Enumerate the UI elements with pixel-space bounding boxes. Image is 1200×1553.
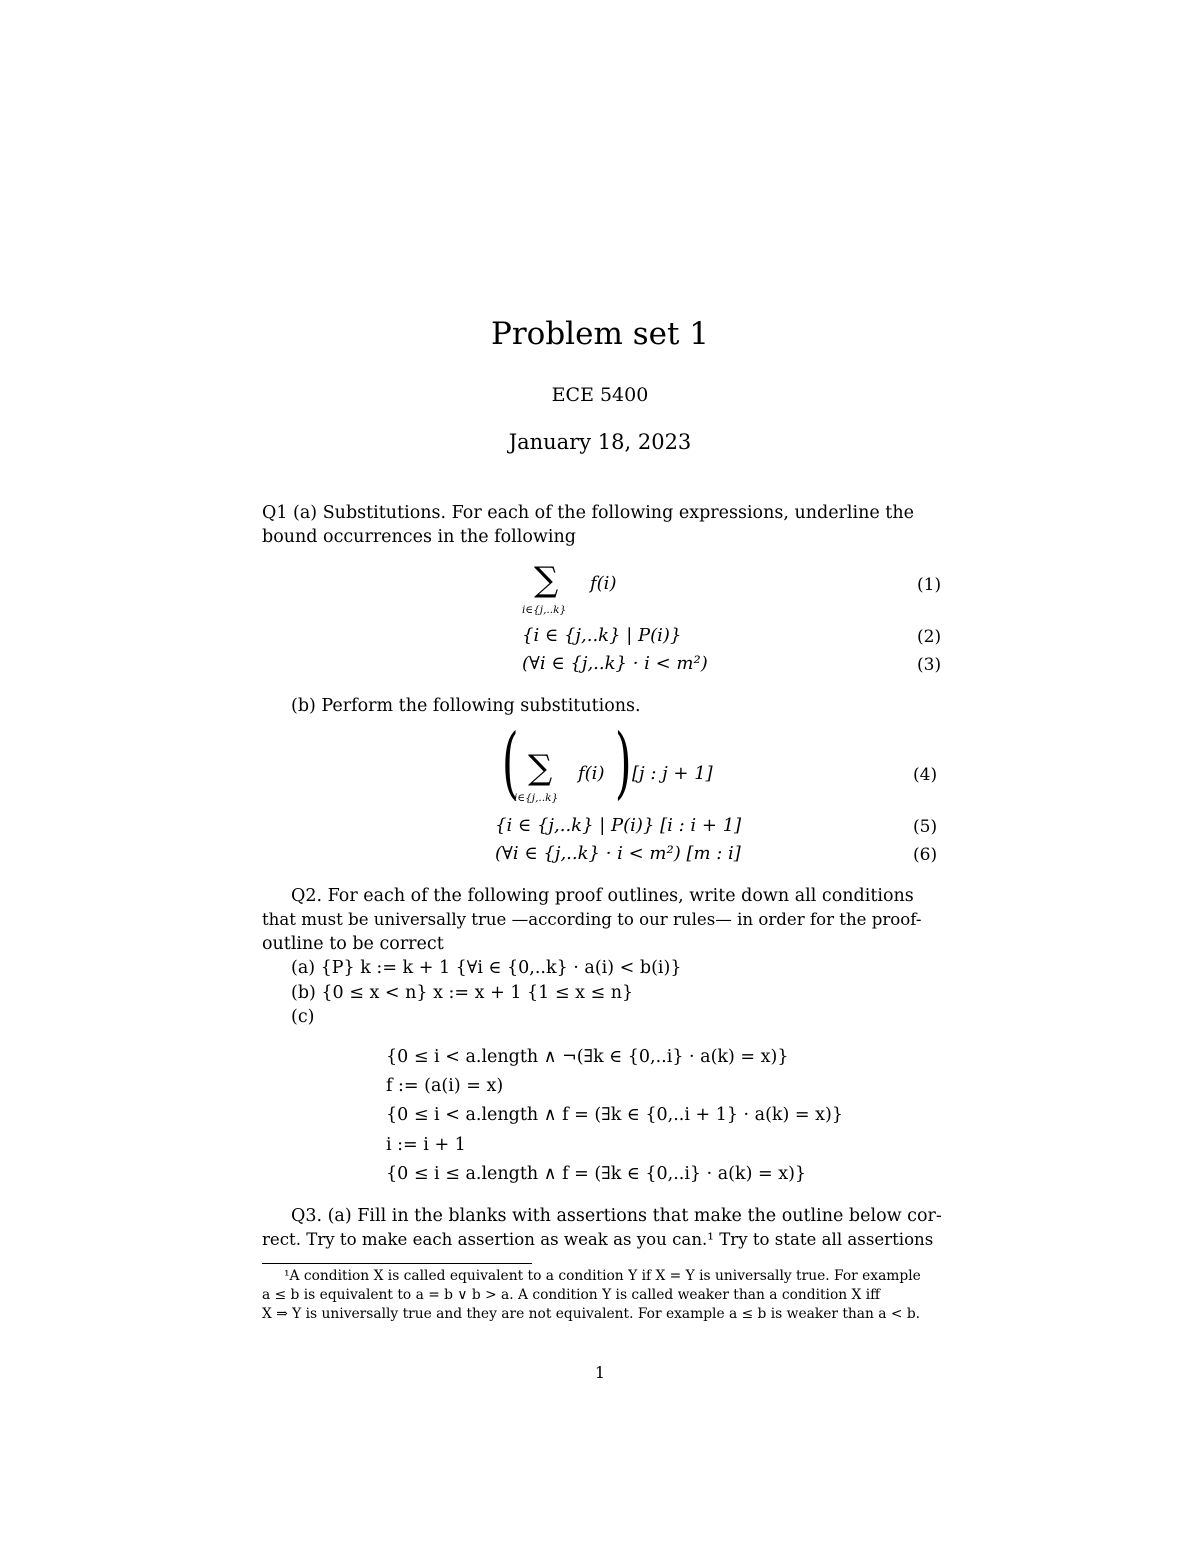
- q2-c-line-5: {0 ≤ i ≤ a.length ∧ f = (∃k ∈ {0,..i} · a(k) = x)}: [386, 1164, 807, 1184]
- page-number: 1: [594, 1363, 606, 1382]
- q2-c-line-3: {0 ≤ i < a.length ∧ f = (∃k ∈ {0,..i + 1} · a(k) = x)}: [386, 1105, 843, 1125]
- eq4-sigma: ∑: [528, 748, 553, 788]
- q3-line1: Q3. (a) Fill in the blanks with assertions that make the outline below cor-: [291, 1206, 942, 1226]
- eq4-left-paren: (: [501, 718, 519, 808]
- eq6-body: (∀i ∈ {j,..k} · i < m²) [m : i]: [495, 843, 741, 864]
- q1-intro-line2: bound occurrences in the following: [262, 527, 576, 547]
- q2-c-line-2: f := (a(i) = x): [386, 1076, 504, 1096]
- footnote-line2: a ≤ b is equivalent to a = b ∨ b > a. A condition Y is called weaker than a condition X iff: [262, 1287, 880, 1303]
- eq1-sigma: ∑: [534, 560, 559, 600]
- eq4-right-paren: ): [614, 718, 632, 808]
- eq4-number: (4): [913, 765, 938, 785]
- document-date: January 18, 2023: [508, 430, 692, 454]
- q2-part-c: (c): [291, 1007, 315, 1027]
- eq2-body: {i ∈ {j,..k} | P(i)}: [522, 625, 682, 646]
- eq3-number: (3): [917, 655, 942, 675]
- q2-part-b: (b) {0 ≤ x < n} x := x + 1 {1 ≤ x ≤ n}: [291, 983, 634, 1003]
- q2-part-a: (a) {P} k := k + 1 {∀i ∈ {0,..k} · a(i) < b(i)}: [291, 958, 682, 978]
- eq1-body: f(i): [590, 573, 617, 594]
- eq3-body: (∀i ∈ {j,..k} · i < m²): [522, 653, 708, 674]
- eq6-number: (6): [913, 845, 938, 865]
- q2-c-line-1: {0 ≤ i < a.length ∧ ¬(∃k ∈ {0,..i} · a(k) = x)}: [386, 1047, 789, 1067]
- eq4-substitution: [j : j + 1]: [632, 763, 713, 784]
- q3-line2: rect. Try to make each assertion as weak as you can.¹ Try to state all assertions: [262, 1230, 934, 1249]
- footnote-rule: [262, 1263, 532, 1264]
- eq5-body: {i ∈ {j,..k} | P(i)} [i : i + 1]: [495, 815, 742, 836]
- eq1-subscript: i∈{j,..k}: [522, 604, 567, 616]
- q1-intro-line1: Q1 (a) Substitutions. For each of the following expressions, underline the: [262, 503, 914, 523]
- eq2-number: (2): [917, 627, 942, 647]
- q2-line2: that must be universally true —according to our rules— in order for the proof-: [262, 910, 922, 929]
- eq5-number: (5): [913, 817, 938, 837]
- q2-line3: outline to be correct: [262, 934, 444, 954]
- eq4-body: f(i): [578, 763, 605, 784]
- course-name: ECE 5400: [551, 384, 649, 406]
- eq1-number: (1): [917, 575, 942, 595]
- eq4-subscript: i∈{j,..k}: [514, 792, 559, 804]
- footnote-line1: ¹A condition X is called equivalent to a condition Y if X = Y is universally true. For example: [284, 1268, 921, 1284]
- q2-c-line-4: i := i + 1: [386, 1135, 466, 1155]
- footnote-line3: X ⇒ Y is universally true and they are not equivalent. For example a ≤ b is weaker than a < b.: [262, 1306, 921, 1322]
- page-title: Problem set 1: [491, 316, 709, 352]
- q2-line1: Q2. For each of the following proof outlines, write down all conditions: [291, 886, 914, 906]
- q1-b-line: (b) Perform the following substitutions.: [291, 696, 641, 716]
